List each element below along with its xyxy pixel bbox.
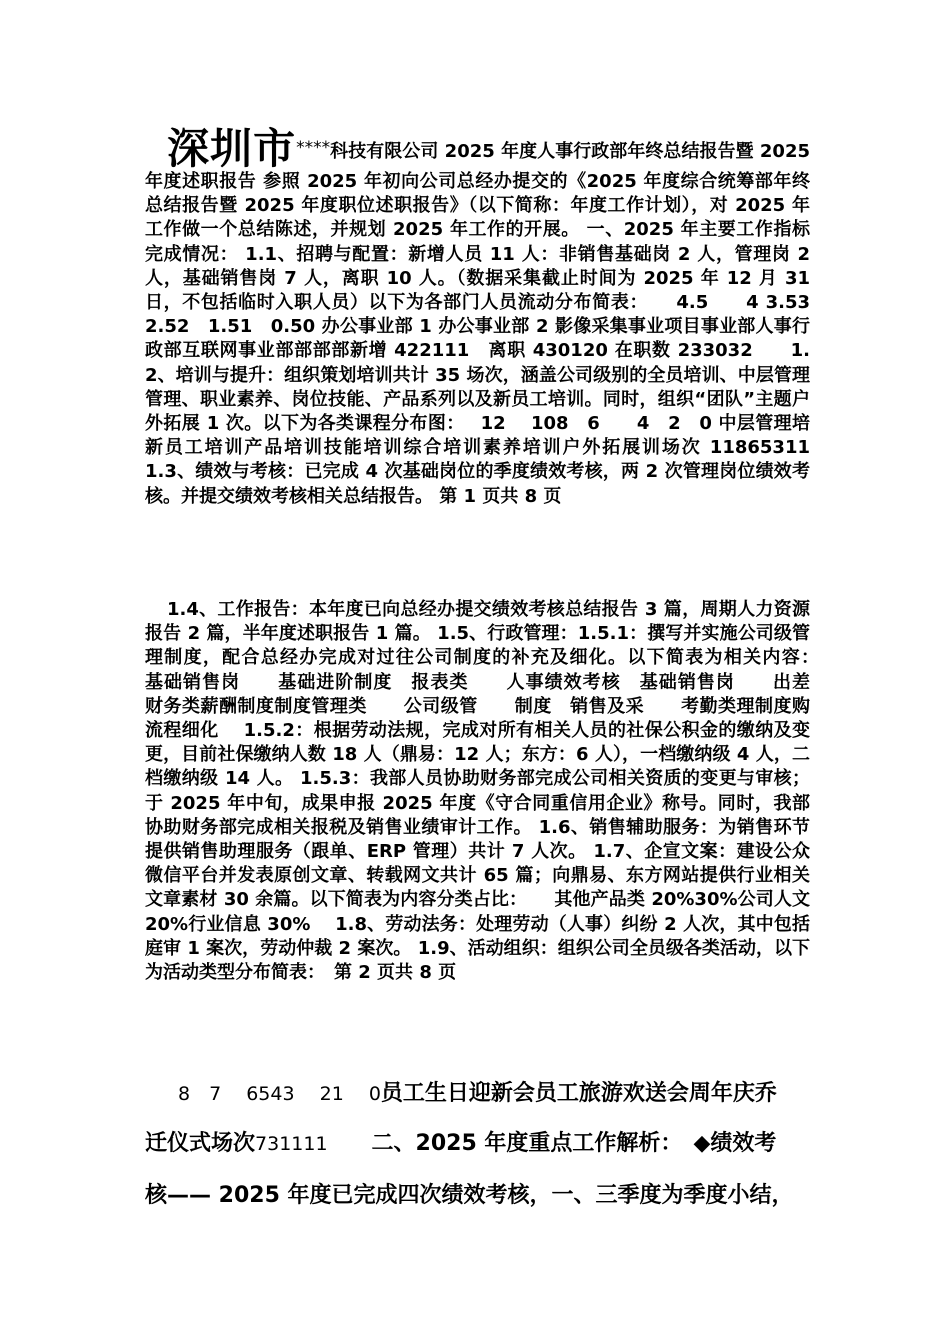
- company-name-mask: ****: [296, 138, 331, 158]
- activity-count-label: 迁仪式场次: [145, 1131, 256, 1156]
- activity-axis-values: 8 7 6543 21 0: [178, 1083, 381, 1105]
- activity-count-values: 731111: [255, 1133, 328, 1155]
- activity-count-line: [145, 1130, 825, 1158]
- report-section-1-4-to-1-9: [145, 598, 853, 985]
- performance-review-line: [145, 1182, 825, 1210]
- activity-chart-line: [145, 1080, 858, 1108]
- report-intro-block: [145, 124, 846, 509]
- company-city-title: 深圳市: [167, 124, 297, 173]
- performance-review-text: 核—— 2025 年度已完成四次绩效考核，一、三季度为季度小结，: [145, 1183, 794, 1208]
- activity-categories: 员工生日迎新会员工旅游欢送会周年庆乔: [380, 1081, 777, 1106]
- report-body-text: 1.4、工作报告：本年度已向总经办提交绩效考核总结报告 3 篇，周期人力资源报告 2 篇，半年度述职报告 1 篇。 1.5、行政管理：1.5.1：撰写并实施公司级管理制度，配合总经办完成对过往公司制度的补充及细化。以下简表为相关内容： 基础销售岗 基础进阶制度 报表类 人事绩效考核 基础销售岗 出差 财务类薪酬制度制度管理类 公司级管 制度 销售及采 考勤类理制度购流程细化 1.5.2：根据劳动法规，完成对所有相关人员的社保公积金的缴纳及变更，目前社保缴纳人数 18 人（鼎易：12 人；东方：6 人），一档缴纳级 4 人，二档缴纳级 14 人。 1.5.3：我部人员协助财务部完成公司相关资质的变更与审核；于 2025 年中旬，成果申报 2025 年度《守合同重信用企业》称号。同时，我部协助财务部完成相关报税及销售业绩审计工作。 1.6、销售辅助服务：为销售环节提供销售助理服务（跟单、ERP 管理）共计 7 人次。 1.7、企宣文案：建设公众微信平台并发表原创文章、转载网文共计 65 篇；向鼎易、东方网站提供行业相关文章素材 30 余篇。以下简表为内容分类占比： 其他产品类 20%30%公司人文 20%行业信息 30% 1.8、劳动法务：处理劳动（人事）纠纷 2 人次，其中包括庭审 1 案次，劳动仲裁 2 案次。 1.9、活动组织：组织公司全员级各类活动，以下为活动类型分布简表： 第 2 页共 8 页: [145, 599, 853, 984]
- section-two-heading: 二、2025 年度重点工作解析： ◆绩效考: [327, 1131, 777, 1156]
- report-intro-text: 科技有限公司 2025 年度人事行政部年终总结报告暨 2025 年度述职报告 参照 2025 年初向公司总经办提交的《2025 年度综合统筹部年终总结报告暨 2025 年度职位述职报告》（以下简称：年度工作计划），对 2025 年工作做一个总结陈述，并规划 2025 年工作的开展。 一、2025 年主要工作指标完成情况： 1.1、招聘与配置：新增人员 11 人：非销售基础岗 2 人，管理岗 2 人，基础销售岗 7 人，离职 10 人。（数据采集截止时间为 2025 年 12 月 31 日，不包括临时入职人员）以下为各部门人员流动分布简表： 4.5 4 3.53 2.52 1.51 0.50 办公事业部 1 办公事业部 2 影像采集事业项目事业部人事行政部互联网事业部部部部新增 422111 离职 430120 在职数 233032 1.2、培训与提升：组织策划培训共计 35 场次，涵盖公司级别的全员培训、中层管理管理、职业素养、岗位技能、产品系列以及新员工培训。同时，组织“团队”主题户外拓展 1 次。以下为各类课程分布图： 12 108 6 4 2 0 中层管理培新员工培训产品培训技能培训综合培训素养培训户外拓展训场次 11865311 1.3、绩效与考核：已完成 4 次基础岗位的季度绩效考核，两 2 次管理岗位绩效考核。并提交绩效考核相关总结报告。 第 1 页共 8 页: [145, 141, 846, 507]
